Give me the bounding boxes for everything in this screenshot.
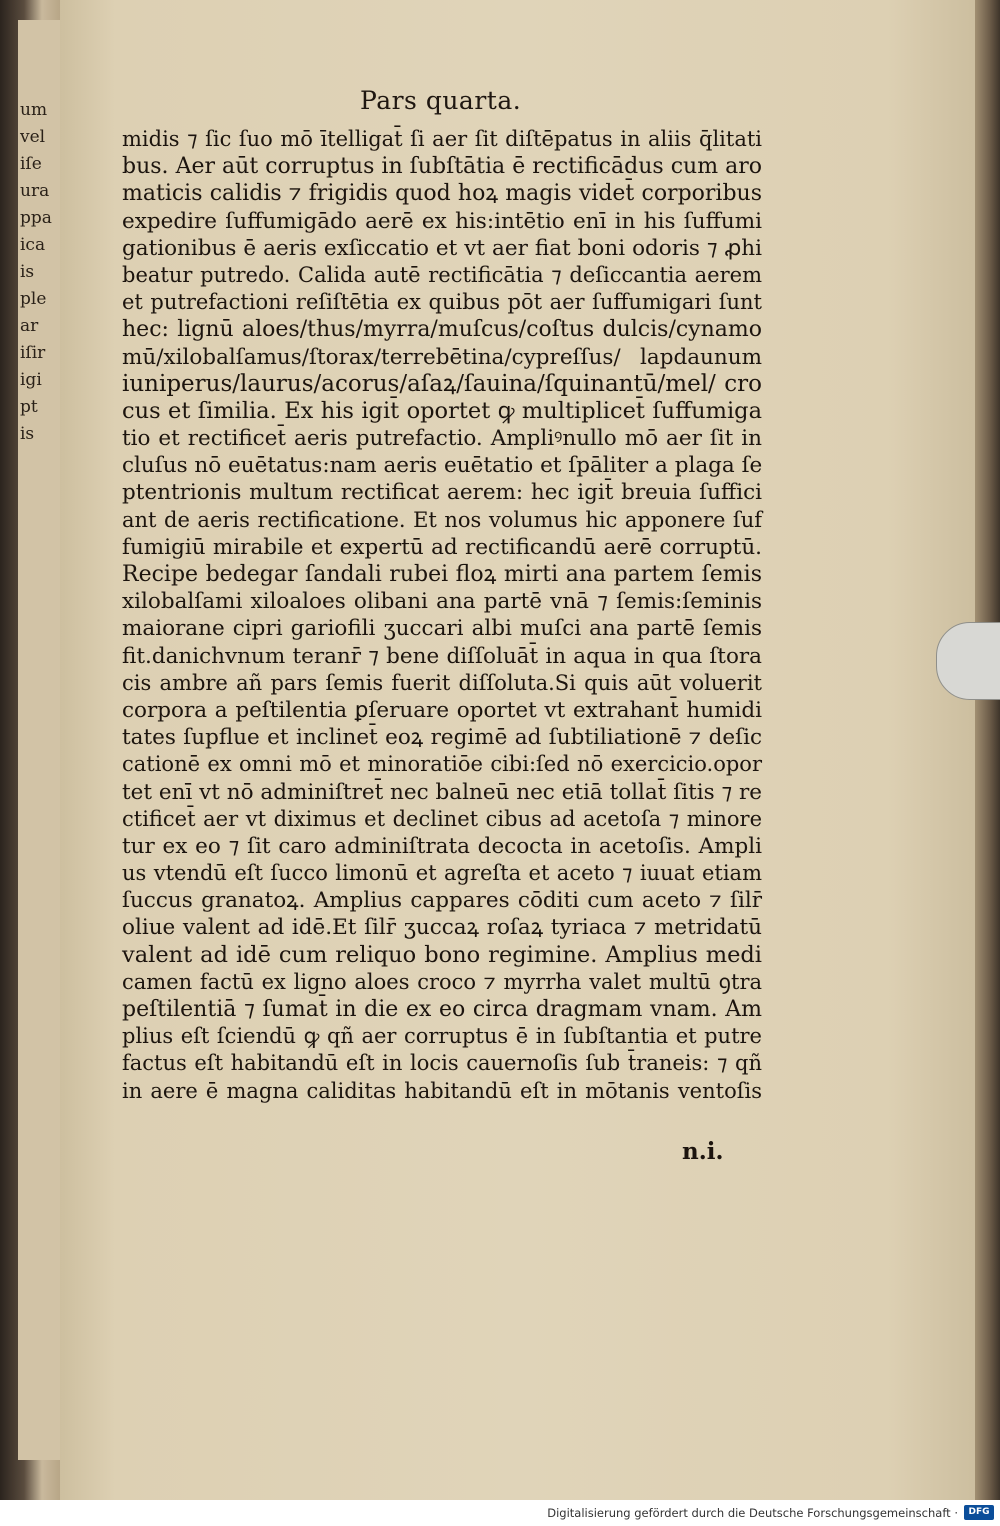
text-line: peſtilentiā ⁊ ſumat̄ in die ex eo circa dragmam vnam. Am (122, 997, 762, 1022)
text-line: maticis calidis ⁊ frigidis quod hoꝝ magis videt̄ corporibus (122, 181, 762, 207)
text-line: iuniperus/laurus/acorus/aſaꝝ/ſauina/ſquinantū/mel/ cro (122, 370, 762, 397)
text-line: cluſus nō euētatus:nam aeris euētatio et ſpāliter a plaga ſe (122, 453, 763, 479)
text-line: xilobalſami xiloaloes olibani ana partē vnā ⁊ ſemis:ſeminis (122, 589, 762, 615)
footer-bar (0, 1500, 1000, 1526)
text-line: fumigiū mirabile et expertū ad rectificandū aerē corruptū. (122, 534, 762, 560)
facing-page-edge (18, 20, 63, 1460)
text-line: plius eſt ſciendū ꝙ qñ aer corruptus ē in ſubſtantia et putre (122, 1024, 762, 1049)
text-line: cis ambre añ pars ſemis fuerit diſſoluta.Si quis aūt voluerit (122, 670, 762, 695)
text-line: corpora a peſtilentia ꝑſeruare oportet vt extrahant̄ humidi (122, 697, 762, 723)
text-line: tates ſupflue et inclinet̄ eoꝝ regimē ad ſubtiliationē ⁊ deſic (122, 725, 762, 751)
text-line: ant de aeris rectificatione. Et nos volumus hic apponere ſuf (122, 507, 762, 532)
body-text (122, 126, 762, 1105)
text-line: maiorane cipri gariofili ʒuccari albi muſci ana partē ſemis (122, 616, 762, 642)
text-line: ſuccus granatoꝝ. Amplius cappares cōditi cum aceto ⁊ ſilr̄ (122, 888, 762, 914)
text-line: hec: lignū aloes/thus/myrra/muſcus/coſtus dulcis/cynamo (122, 317, 762, 343)
text-line: tio et rectificet̄ aeris putrefactio. Ampliꝰnullo mō aer ſit in (122, 426, 762, 452)
facing-page-fragment: igi (20, 370, 42, 390)
text-line: ptentrionis multum rectificat aerem: hec igit̄ breuia ſuffici (122, 480, 762, 506)
text-line: gationibus ē aeris exſiccatio et vt aer fiat boni odoris ⁊ ꝓhi (122, 235, 762, 261)
facing-page-fragment: ica (20, 235, 46, 255)
facing-page-fragment: vel (20, 127, 46, 147)
text-line: fit.danichvnum teranr̄ ⁊ bene diſſoluāt̄ in aqua in qua ſtora (122, 643, 762, 669)
facing-page-fragment: ar (20, 316, 39, 336)
running-header: Pars quarta. (360, 86, 522, 115)
text-line: Recipe bedegar ſandali rubei floꝝ mirti ana partem ſemis (122, 562, 762, 587)
signature-mark: n.i. (682, 1138, 724, 1165)
facing-page-fragment: is (20, 262, 35, 282)
page-clip (936, 622, 1000, 700)
text-line: expedire ſuffumigādo aerē ex his:intētio enī in his ſuffumi (122, 208, 762, 234)
dfg-logo-icon: DFG (964, 1505, 994, 1520)
text-line: mū/xilobalſamus/ſtorax/terrebētina/cypreſſus/ lapdaunum (122, 344, 762, 370)
facing-page-fragment: ura (20, 181, 50, 201)
text-line: factus eſt habitandū eſt in locis cauernoſis ſub t̄raneis: ⁊ qñ (122, 1051, 762, 1076)
text-line: oliue valent ad idē.Et ſilr̄ ʒuccaꝝ roſaꝝ tyriaca ⁊ metridatū (122, 915, 762, 941)
text-line: ctificet̄ aer vt diximus et declinet cibus ad acetoſa ⁊ minore (122, 806, 762, 831)
text-line: midis ⁊ ſic ſuo mō ītelligat̄ ſi aer ſit diſtēpatus in aliis q̄litati (122, 127, 762, 151)
facing-page-fragment: ppa (20, 208, 52, 228)
text-line: valent ad idē cum reliquo bono regimine. Amplius medi (122, 941, 762, 968)
text-line: in aere ē magna caliditas habitandū eſt in mōtanis ventoſis (122, 1078, 762, 1103)
facing-page-fragment: iſe (20, 154, 42, 174)
facing-page-fragment: um (20, 100, 48, 120)
text-line: us vtendū eſt ſucco limonū et agreſta et aceto ⁊ iuuat etiam (122, 861, 762, 886)
text-line: tur ex eo ⁊ ſit caro adminiſtrata decocta in acetoſis. Ampli (122, 833, 762, 859)
text-line: tet enī vt nō adminiſtret̄ nec balneū nec etiā tollat̄ ſitis ⁊ re (122, 779, 762, 805)
facing-page-fragment: iſir (20, 343, 46, 363)
facing-page-fragment: ple (20, 289, 47, 309)
text-line: cus et ſimilia. Ex his igit̄ oportet ꝙ multiplicet̄ ſuffumiga (122, 397, 762, 424)
text-line: cationē ex omni mō et minoratiōe cibi:ſed nō exercicio.opor (122, 752, 762, 777)
facing-page-fragment: pt (20, 397, 38, 417)
text-line: bus. Aer aūt corruptus in ſubſtātia ē rectificādus cum aro (122, 154, 762, 180)
text-line: camen factū ex ligno aloes croco ⁊ myrrha valet multū ꝯtra (122, 969, 762, 994)
facing-page-fragment: is (20, 424, 35, 444)
text-line: beatur putredo. Calida autē rectificātia ⁊ deſiccantia aerem (122, 262, 762, 287)
text-line: et putrefactioni reſiſtētia ex quibus pōt aer ſuffumigari ſunt (122, 290, 762, 315)
page-stack-edge (975, 0, 1000, 1500)
funding-credit: Digitalisierung gefördert durch die Deutsche Forschungsgemeinschaft · (547, 1506, 958, 1520)
